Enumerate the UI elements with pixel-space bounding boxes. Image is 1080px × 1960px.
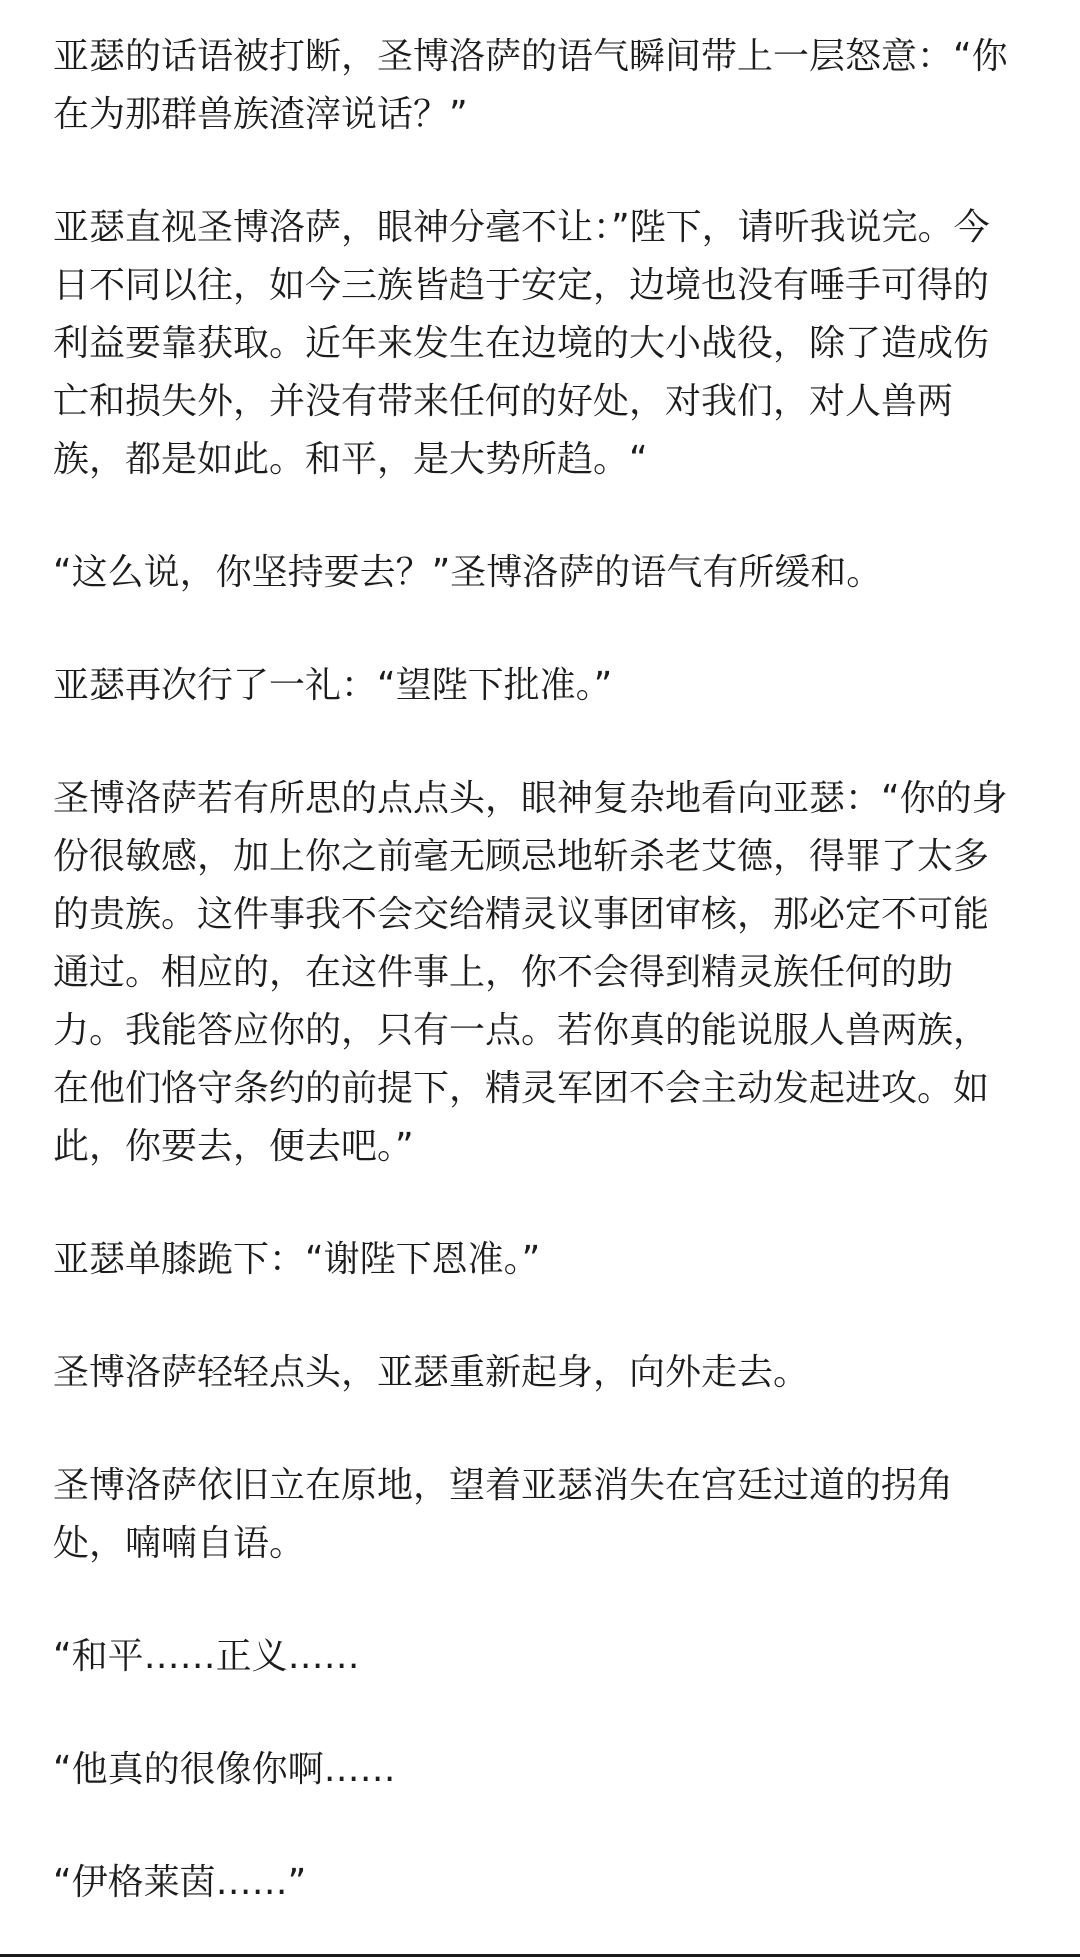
- paragraph: 亚瑟的话语被打断，圣博洛萨的语气瞬间带上一层怒意：“你 在为那群兽族渣滓说话？”: [53, 36, 1008, 135]
- paragraph: 亚瑟再次行了一礼：“望陛下批准。”: [53, 665, 613, 706]
- paragraph: 圣博洛萨若有所思的点点头，眼神复杂地看向亚瑟：“你的身 份很敏感，加上你之前毫无顾忌地斩杀老艾德，得罪了太多 的贵族。这件事我不会交给精灵议事团审核，那必定不可能 通过。相应的，在这件事上，你不会得到精灵族任何的助 力。我能答应你的，只有一点。若你真的能说服人兽两族， 在他们恪守条约的前提下，精灵军团不会主动发起进攻。如 此，你要去，便去吧。”: [53, 778, 1008, 1167]
- paragraph: 圣博洛萨依旧立在原地，望着亚瑟消失在宫廷过道的拐角 处，喃喃自语。: [53, 1465, 954, 1564]
- paragraph: “伊格莱茵……”: [53, 1862, 307, 1903]
- paragraph: 亚瑟单膝跪下：“谢陛下恩准。”: [53, 1239, 541, 1280]
- paragraph: 亚瑟直视圣博洛萨，眼神分毫不让：”陛下，请听我说完。今 日不同以往，如今三族皆趋于安定，边境也没有唾手可得的 利益要靠获取。近年来发生在边境的大小战役，除了造成伤 亡和损失外，并没有带来任何的好处，对我们，对人兽两 族，都是如此。和平，是大势所趋。“: [53, 207, 990, 480]
- paragraph: 圣博洛萨轻轻点头，亚瑟重新起身，向外走去。: [53, 1352, 810, 1393]
- paragraph: “这么说，你坚持要去？”圣博洛萨的语气有所缓和。: [53, 552, 883, 593]
- paragraph: “他真的很像你啊……: [53, 1749, 396, 1790]
- paragraph: “和平……正义……: [53, 1636, 360, 1677]
- bottom-divider: [0, 1954, 1080, 1957]
- article-body: [53, 28, 1033, 1912]
